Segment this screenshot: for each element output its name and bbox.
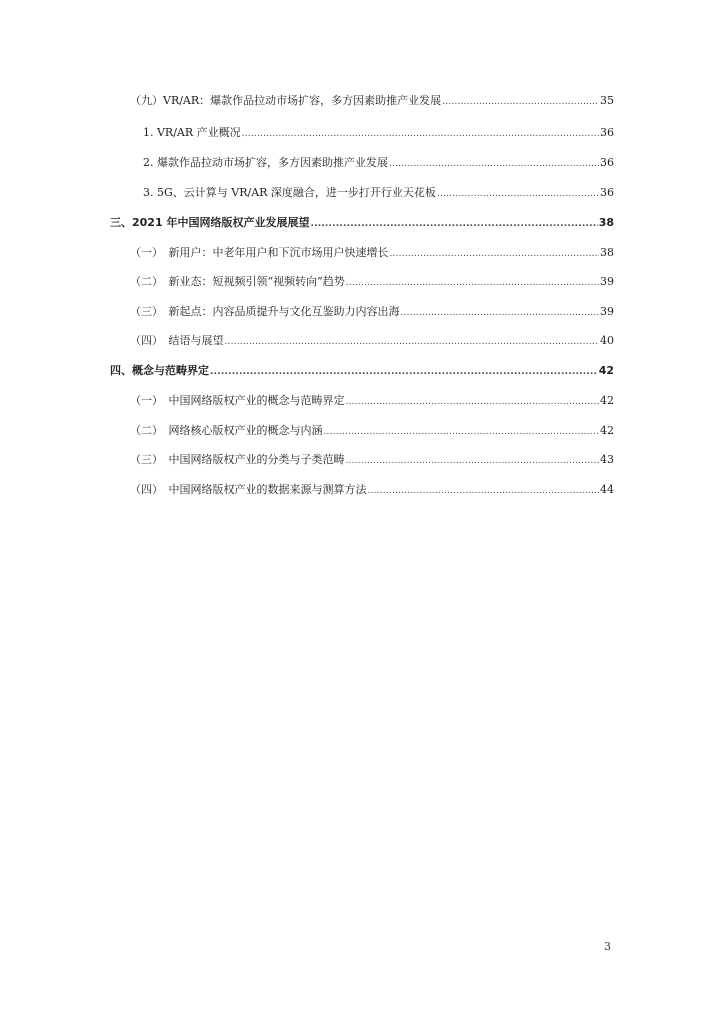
toc-entry[interactable] bbox=[130, 333, 614, 350]
toc-entry[interactable] bbox=[143, 155, 614, 172]
toc-entry-page: 38 bbox=[598, 216, 614, 229]
toc-entry-title: （四） 结语与展望 bbox=[130, 334, 224, 347]
toc-entry[interactable] bbox=[130, 482, 614, 499]
toc-entry-title: （一） 新用户：中老年用户和下沉市场用户快速增长 bbox=[130, 246, 389, 259]
toc-entry[interactable] bbox=[130, 245, 614, 262]
toc-leader-dots bbox=[346, 394, 600, 410]
toc-entry[interactable] bbox=[143, 185, 614, 202]
toc-entry-title: （二） 新业态：短视频引领“视频转向”趋势 bbox=[130, 275, 345, 288]
toc-leader-dots bbox=[324, 424, 600, 440]
toc-entry-page: 38 bbox=[600, 246, 614, 259]
toc-entry-title: 2. 爆款作品拉动市场扩容，多方因素助推产业发展 bbox=[143, 156, 388, 169]
toc-entry[interactable] bbox=[130, 423, 614, 440]
toc-entry-title: （九）VR/AR：爆款作品拉动市场扩容，多方因素助推产业发展 bbox=[130, 94, 442, 107]
toc-entry-page: 39 bbox=[600, 305, 614, 318]
toc-entry-title: 1. VR/AR 产业概况 bbox=[143, 126, 241, 139]
toc-entry[interactable] bbox=[130, 452, 614, 469]
toc-entry[interactable] bbox=[143, 125, 614, 142]
toc-leader-dots bbox=[346, 275, 599, 291]
toc-leader-dots bbox=[442, 94, 599, 110]
toc-entry[interactable] bbox=[130, 304, 614, 321]
toc-entry-page: 42 bbox=[598, 364, 614, 377]
toc-entry-page: 43 bbox=[600, 453, 614, 466]
toc-leader-dots bbox=[346, 453, 600, 469]
toc-entry-page: 35 bbox=[600, 94, 614, 107]
toc-entry-page: 36 bbox=[600, 186, 614, 199]
toc-leader-dots bbox=[225, 334, 600, 350]
toc-entry-title: 四、概念与范畴界定 bbox=[110, 364, 209, 377]
toc-entry-title: （二） 网络核心版权产业的概念与内涵 bbox=[130, 424, 323, 437]
toc-entry[interactable] bbox=[130, 274, 614, 291]
toc-entry-page: 40 bbox=[600, 334, 614, 347]
toc-leader-dots bbox=[401, 305, 600, 321]
page-number: 3 bbox=[604, 940, 611, 953]
toc-leader-dots bbox=[390, 246, 600, 262]
toc-entry-title: （四） 中国网络版权产业的数据来源与测算方法 bbox=[130, 483, 367, 496]
toc-leader-dots bbox=[437, 186, 599, 202]
toc-entry-page: 39 bbox=[600, 275, 614, 288]
toc-entry-title: （一） 中国网络版权产业的概念与范畴界定 bbox=[130, 394, 345, 407]
toc-entry-title: 3. 5G、云计算与 VR/AR 深度融合，进一步打开行业天花板 bbox=[143, 186, 436, 199]
toc-entry-page: 42 bbox=[600, 394, 614, 407]
toc-leader-dots bbox=[368, 483, 600, 499]
toc-entry-page: 36 bbox=[600, 156, 614, 169]
toc-leader-dots bbox=[389, 156, 599, 172]
toc-entry-title: （三） 中国网络版权产业的分类与子类范畴 bbox=[130, 453, 345, 466]
toc-leader-dots bbox=[210, 364, 598, 380]
toc-entry[interactable] bbox=[110, 215, 614, 232]
toc-entry-page: 44 bbox=[600, 483, 614, 496]
toc-entry[interactable] bbox=[130, 393, 614, 410]
toc-leader-dots bbox=[242, 126, 599, 142]
toc-leader-dots bbox=[310, 216, 597, 232]
toc-entry-title: 三、2021 年中国网络版权产业发展展望 bbox=[110, 216, 310, 229]
toc-entry-title: （三） 新起点：内容品质提升与文化互鉴助力内容出海 bbox=[130, 305, 400, 318]
toc-entry[interactable] bbox=[130, 93, 614, 110]
toc-entry-page: 36 bbox=[600, 126, 614, 139]
toc-entry[interactable] bbox=[110, 363, 614, 380]
toc-entry-page: 42 bbox=[600, 424, 614, 437]
